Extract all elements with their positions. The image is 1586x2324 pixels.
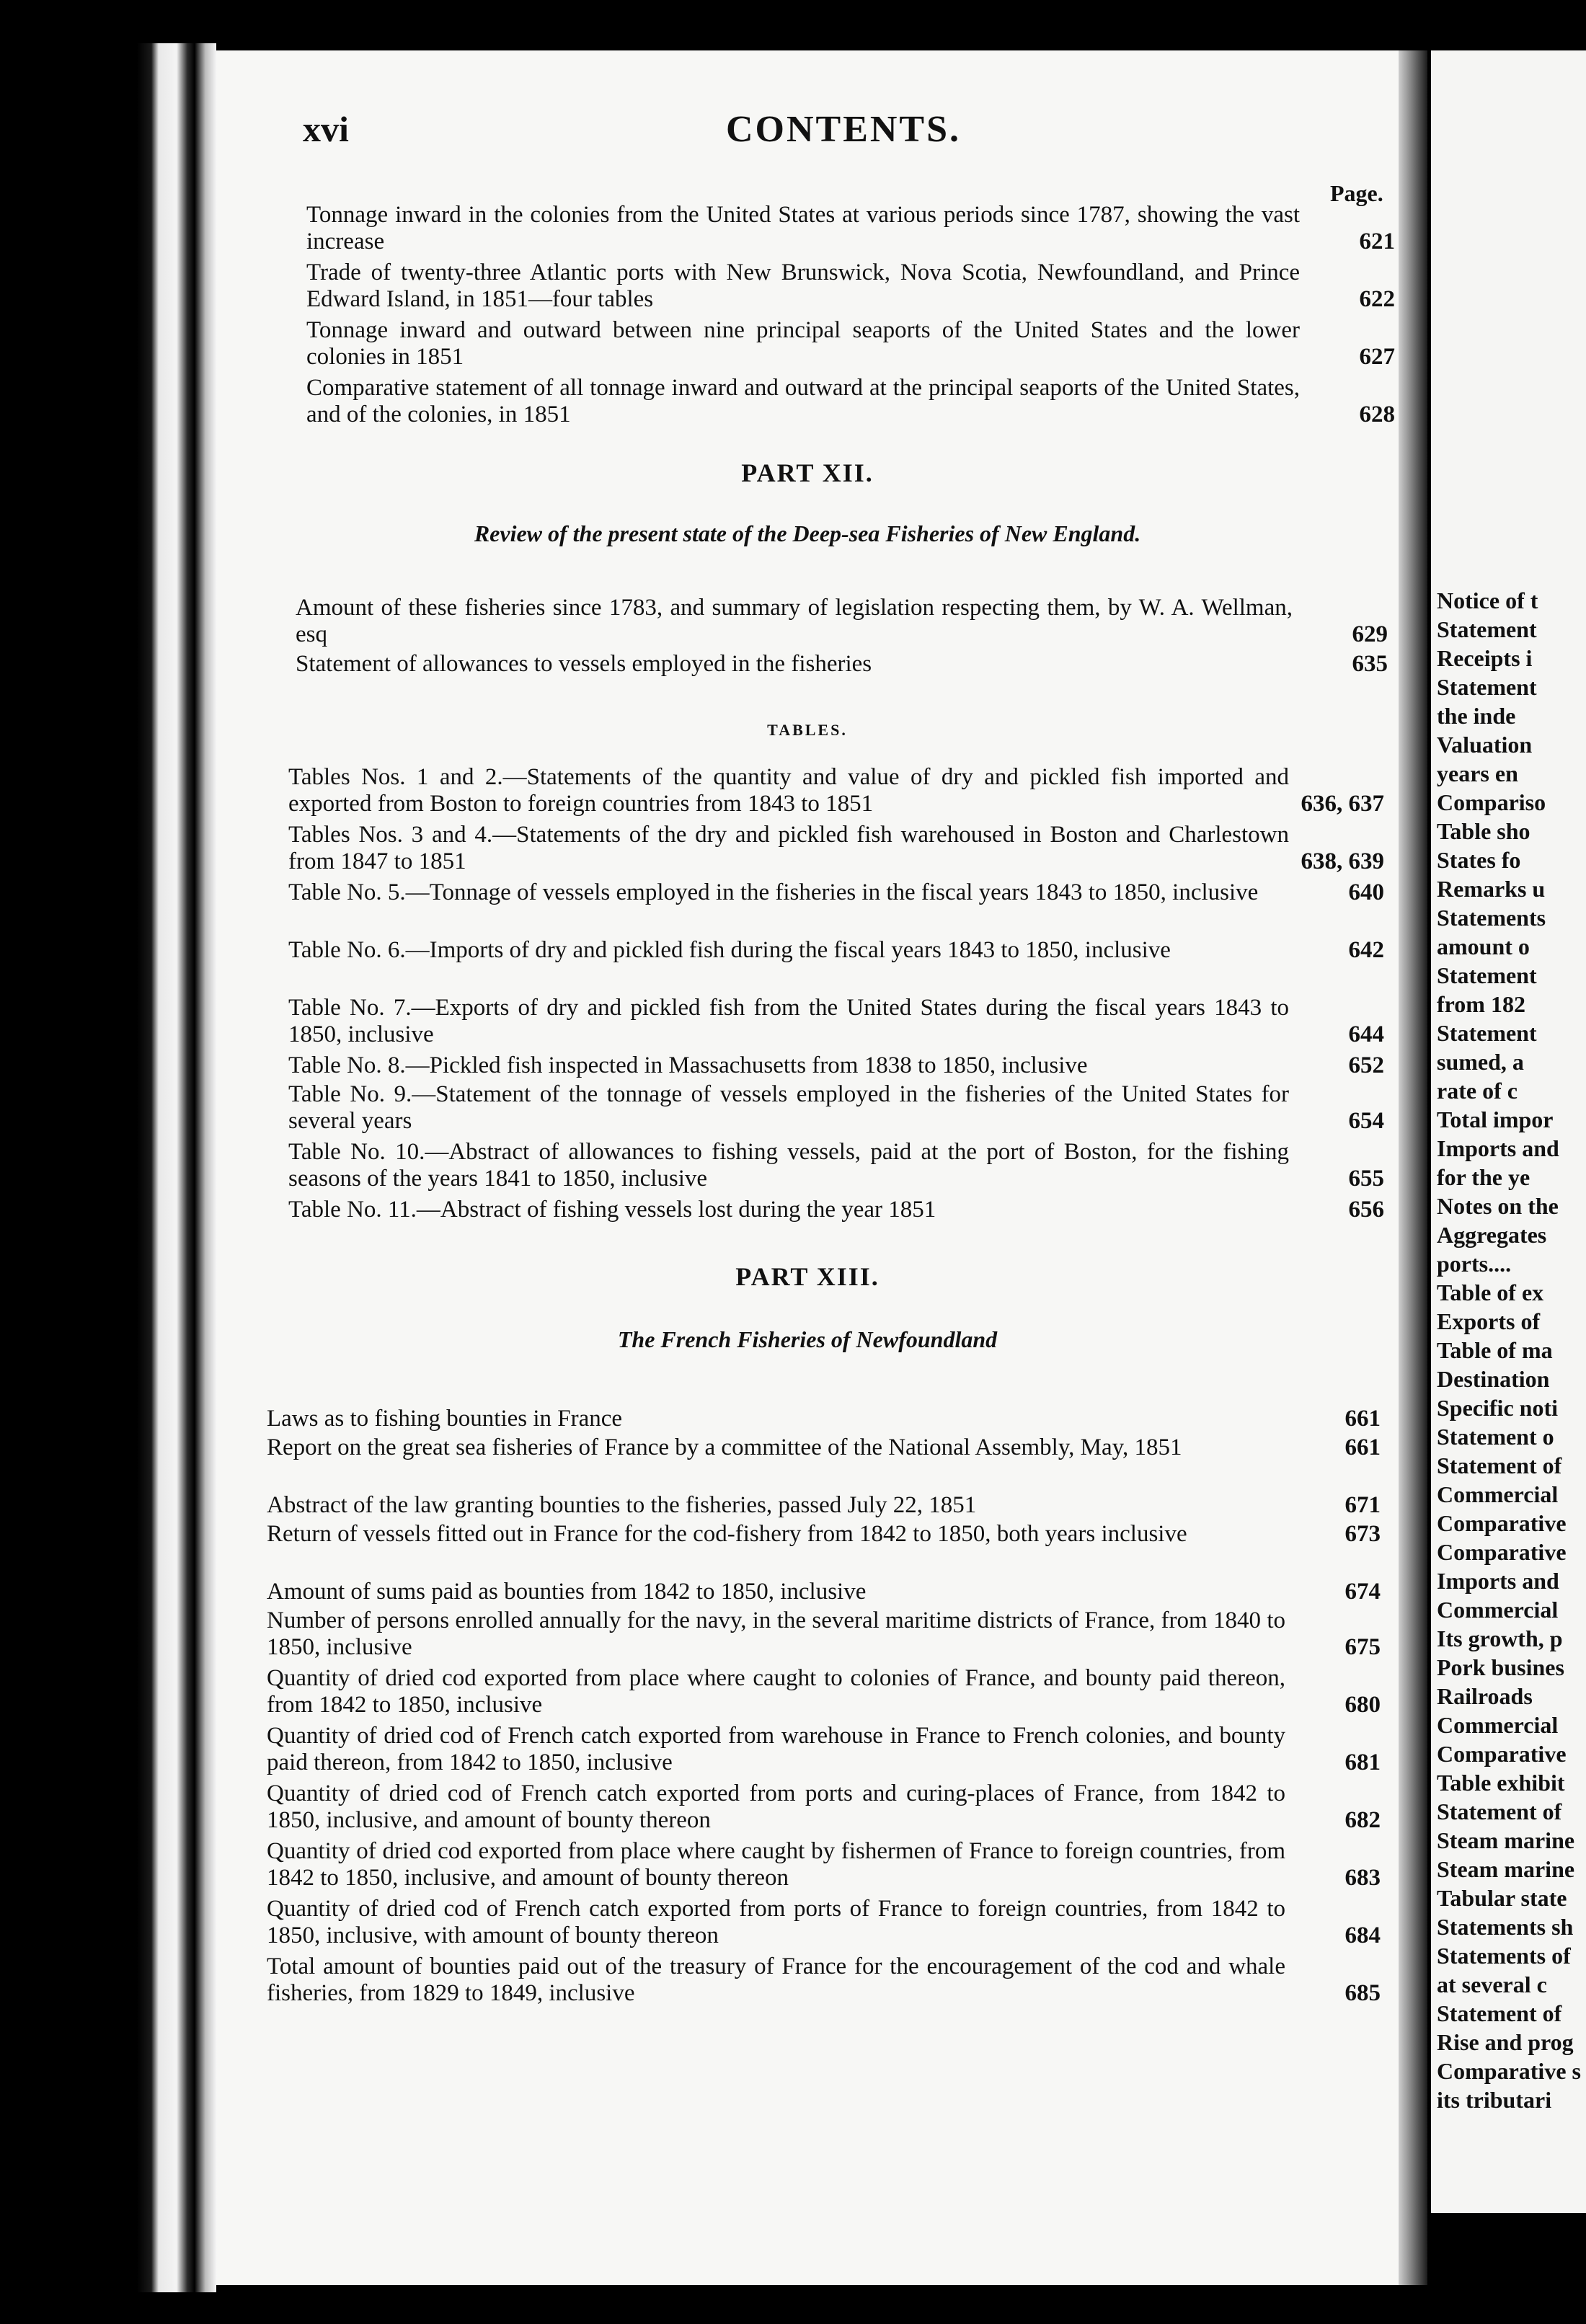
entry-page-number: 655: [1348, 1166, 1384, 1192]
adjacent-page-line: its tributari: [1437, 2087, 1552, 2113]
entry-page-number: 685: [1344, 1980, 1381, 2006]
adjacent-page-line: Statements: [1437, 905, 1546, 931]
contents-entry: [288, 995, 1384, 1048]
entry-title: Table No. 7.—Exports of dry and pickled fish from the United States during the fiscal years 1843 to 1850, inclusive: [288, 995, 1289, 1047]
entry-title: Quantity of dried cod exported from place where caught to colonies of France, and bounty paid thereon, from 1842 to 1850, inclusive: [267, 1665, 1285, 1718]
entry-page-number: 682: [1344, 1807, 1381, 1833]
contents-entry: [296, 595, 1388, 648]
contents-entry: [288, 879, 1384, 906]
adjacent-page-line: Steam marine: [1437, 1856, 1575, 1882]
entry-page-number: 661: [1344, 1406, 1381, 1432]
adjacent-page-line: Tabular state: [1437, 1885, 1567, 1911]
adjacent-page-line: sumed, a: [1437, 1049, 1524, 1075]
entry-title: Report on the great sea fisheries of France by a committee of the National Assembly, May, 1851: [267, 1434, 1182, 1460]
entry-title: Statement of allowances to vessels employed in the fisheries: [296, 651, 872, 677]
contents-page: [216, 50, 1399, 2285]
adjacent-page-line: from 182: [1437, 991, 1525, 1017]
adjacent-page-line: Statement: [1437, 962, 1537, 988]
adjacent-page-line: Remarks u: [1437, 876, 1546, 902]
entry-page-number: 684: [1344, 1922, 1381, 1948]
contents-entry: [267, 1579, 1381, 1605]
entry-title: Table No. 9.—Statement of the tonnage of vessels employed in the fisheries of the United States for several years: [288, 1081, 1289, 1134]
contents-entry: [267, 1953, 1381, 2007]
contents-entry: [267, 1780, 1381, 1834]
entry-page-number: 680: [1344, 1692, 1381, 1718]
contents-entry: [306, 375, 1395, 428]
entry-page-number: 652: [1348, 1052, 1384, 1078]
adjacent-page-line: Destination: [1437, 1366, 1550, 1392]
adjacent-page-line: Statement of: [1437, 1799, 1562, 1824]
entry-title: Tonnage inward and outward between nine principal seaports of the United States and the lower colonies in 1851: [306, 317, 1300, 370]
contents-entry: [267, 1838, 1381, 1891]
entry-page-number: 636, 637: [1301, 791, 1384, 817]
entry-title: Amount of sums paid as bounties from 1842 to 1850, inclusive: [267, 1579, 867, 1605]
entry-title: Quantity of dried cod of French catch exported from ports of France to foreign countries, from 1842 to 1850, inclusive, with amount of bounty thereon: [267, 1896, 1285, 1948]
contents-entry: [267, 1434, 1381, 1461]
adjacent-page-line: Statement: [1437, 1020, 1537, 1046]
contents-entry: [267, 1896, 1381, 1949]
entry-page-number: 642: [1348, 937, 1384, 963]
entry-title: Tables Nos. 3 and 4.—Statements of the dry and pickled fish warehoused in Boston and Charlestown from 1847 to 1851: [288, 822, 1289, 874]
contents-entry: [306, 317, 1395, 371]
tables-label: TABLES.: [767, 721, 848, 739]
adjacent-page-line: Statement of: [1437, 1452, 1562, 1478]
adjacent-page-line: Imports and: [1437, 1568, 1559, 1594]
contents-entry: [296, 651, 1388, 678]
adjacent-page-line: rate of c: [1437, 1078, 1518, 1104]
adjacent-page-line: ports....: [1437, 1251, 1512, 1277]
adjacent-page-line: Aggregates: [1437, 1222, 1547, 1248]
adjacent-page-line: Comparative: [1437, 1741, 1567, 1767]
adjacent-page-line: Table sho: [1437, 818, 1530, 844]
adjacent-page-line: Statement: [1437, 674, 1537, 700]
adjacent-page-line: Rise and prog: [1437, 2029, 1574, 2055]
adjacent-page-line: Statement of: [1437, 2000, 1562, 2026]
entry-page-number: 644: [1348, 1021, 1384, 1047]
entry-page-number: 673: [1344, 1521, 1381, 1547]
entry-title: Total amount of bounties paid out of the treasury of France for the encouragement of the cod and whale fisheries, from 1829 to 1849, inclusive: [267, 1953, 1285, 2006]
entry-page-number: 638, 639: [1301, 848, 1384, 874]
entry-title: Trade of twenty-three Atlantic ports with New Brunswick, Nova Scotia, Newfoundland, and Prince Edward Island, in 1851—four tables: [306, 260, 1300, 312]
entry-title: Quantity of dried cod exported from place where caught by fishermen of France to foreign countries, from 1842 to 1850, inclusive, and amount of bounty thereon: [267, 1838, 1285, 1891]
entry-page-number: 621: [1359, 229, 1395, 254]
entry-title: Table No. 10.—Abstract of allowances to fishing vessels, paid at the port of Boston, for the fishing seasons of the years 1841 to 1850, inclusive: [288, 1139, 1289, 1192]
adjacent-page-line: Notice of t: [1437, 587, 1538, 613]
contents-entry: [267, 1607, 1381, 1661]
part-xiii-heading: PART XIII.: [735, 1262, 880, 1291]
entry-title: Table No. 6.—Imports of dry and pickled fish during the fiscal years 1843 to 1850, inclusive: [288, 937, 1171, 963]
entry-page-number: 635: [1352, 651, 1388, 677]
adjacent-page-line: Statement: [1437, 616, 1537, 642]
adjacent-page-line: States fo: [1437, 847, 1521, 873]
entry-page-number: 681: [1344, 1749, 1381, 1775]
entry-page-number: 683: [1344, 1865, 1381, 1891]
adjacent-page-line: Specific noti: [1437, 1395, 1558, 1421]
contents-entry: [288, 1139, 1384, 1192]
adjacent-page-line: Notes on the: [1437, 1193, 1559, 1219]
contents-entry: [288, 1052, 1384, 1079]
adjacent-page-line: Comparative s: [1437, 2058, 1581, 2084]
contents-entry: [267, 1665, 1381, 1718]
adjacent-page-line: Table exhibit: [1437, 1770, 1565, 1796]
adjacent-page-line: for the ye: [1437, 1164, 1530, 1190]
adjacent-page-line: Compariso: [1437, 789, 1546, 815]
entry-title: Comparative statement of all tonnage inward and outward at the principal seaports of the United States, and of the colonies, in 1851: [306, 375, 1300, 427]
entry-page-number: 661: [1344, 1434, 1381, 1460]
contents-entry: [288, 1081, 1384, 1135]
contents-entry: [306, 202, 1395, 255]
contents-entry: [288, 1197, 1384, 1223]
adjacent-page-line: Table of ma: [1437, 1337, 1553, 1363]
adjacent-page-line: at several c: [1437, 1972, 1547, 1997]
entry-title: Tables Nos. 1 and 2.—Statements of the quantity and value of dry and pickled fish imported and exported from Boston to foreign countries from 1843 to 1851: [288, 764, 1289, 817]
entry-page-number: 628: [1359, 402, 1395, 427]
adjacent-page-line: Statement o: [1437, 1424, 1554, 1450]
adjacent-page-line: Comparative: [1437, 1539, 1567, 1565]
adjacent-page-line: Exports of: [1437, 1308, 1541, 1334]
entry-page-number: 671: [1344, 1492, 1381, 1518]
entry-title: Return of vessels fitted out in France for the cod-fishery from 1842 to 1850, both years inclusive: [267, 1521, 1187, 1547]
entry-title: Number of persons enrolled annually for the navy, in the several maritime districts of France, from 1840 to 1850, inclusive: [267, 1607, 1285, 1660]
entry-title: Abstract of the law granting bounties to the fisheries, passed July 22, 1851: [267, 1492, 977, 1518]
contents-entry: [267, 1492, 1381, 1519]
entry-title: Table No. 5.—Tonnage of vessels employed in the fisheries in the fiscal years 1843 to 1850, inclusive: [288, 879, 1259, 905]
adjacent-page-line: Commercial: [1437, 1597, 1559, 1623]
entry-page-number: 656: [1348, 1197, 1384, 1223]
part-xii-subtitle: Review of the present state of the Deep-sea Fisheries of New England.: [474, 520, 1141, 546]
entry-title: Quantity of dried cod of French catch exported from warehouse in France to French colonies, and bounty paid thereon, from 1842 to 1850, inclusive: [267, 1723, 1285, 1775]
part-xii-heading: PART XII.: [741, 458, 874, 487]
adjacent-page-line: Steam marine: [1437, 1827, 1575, 1853]
entry-title: Laws as to fishing bounties in France: [267, 1406, 623, 1432]
contents-entry: [267, 1521, 1381, 1548]
entry-title: Tonnage inward in the colonies from the United States at various periods since 1787, showing the vast increase: [306, 202, 1300, 254]
entry-title: Table No. 8.—Pickled fish inspected in Massachusetts from 1838 to 1850, inclusive: [288, 1052, 1088, 1078]
contents-entry: [288, 822, 1384, 875]
adjacent-page-line: Comparative: [1437, 1510, 1567, 1536]
contents-entry: [267, 1406, 1381, 1432]
adjacent-page-line: Commercial: [1437, 1481, 1559, 1507]
contents-entry: [288, 764, 1384, 817]
right-binding-gutter: [1399, 50, 1427, 2285]
contents-entry: [306, 260, 1395, 313]
entry-page-number: 675: [1344, 1634, 1381, 1660]
contents-entries: [216, 50, 1399, 2285]
adjacent-page-line: Statements sh: [1437, 1914, 1574, 1940]
entry-page-number: 640: [1348, 879, 1384, 905]
adjacent-page-line: Table of ex: [1437, 1279, 1544, 1305]
adjacent-page-line: Receipts i: [1437, 645, 1533, 671]
entry-page-number: 627: [1359, 344, 1395, 370]
folio-number: xvi: [303, 109, 349, 149]
entry-page-number: 654: [1348, 1108, 1384, 1134]
entry-page-number: 622: [1359, 286, 1395, 312]
entry-title: Table No. 11.—Abstract of fishing vessels lost during the year 1851: [288, 1197, 936, 1223]
adjacent-page-line: Railroads: [1437, 1683, 1533, 1709]
adjacent-page-line: Commercial: [1437, 1712, 1559, 1738]
running-title: CONTENTS.: [725, 109, 962, 150]
part-xiii-subtitle: The French Fisheries of Newfoundland: [617, 1326, 998, 1352]
entry-page-number: 629: [1352, 621, 1388, 647]
entry-page-number: 674: [1344, 1579, 1381, 1605]
left-binding-gutter: [137, 43, 216, 2292]
adjacent-page-line: Statements of: [1437, 1943, 1571, 1969]
adjacent-page-line: Valuation: [1437, 732, 1533, 758]
adjacent-page-line: the inde: [1437, 703, 1516, 729]
contents-entry: [288, 937, 1384, 964]
adjacent-page-line: years en: [1437, 760, 1518, 786]
adjacent-page-line: Total impor: [1437, 1106, 1554, 1132]
page-column-label: Page.: [1330, 180, 1383, 206]
adjacent-page-line: Imports and: [1437, 1135, 1559, 1161]
entry-title: Amount of these fisheries since 1783, and summary of legislation respecting them, by W. A. Wellman, esq: [296, 595, 1293, 647]
adjacent-page-line: Pork busines: [1437, 1654, 1564, 1680]
entry-title: Quantity of dried cod of French catch exported from ports and curing-places of France, from 1842 to 1850, inclusive, and amount of bounty thereon: [267, 1780, 1285, 1833]
adjacent-page-fragment: [1431, 50, 1586, 2213]
adjacent-page-line: Its growth, p: [1437, 1626, 1563, 1651]
contents-entry: [267, 1723, 1381, 1776]
adjacent-page-line: amount o: [1437, 933, 1530, 959]
